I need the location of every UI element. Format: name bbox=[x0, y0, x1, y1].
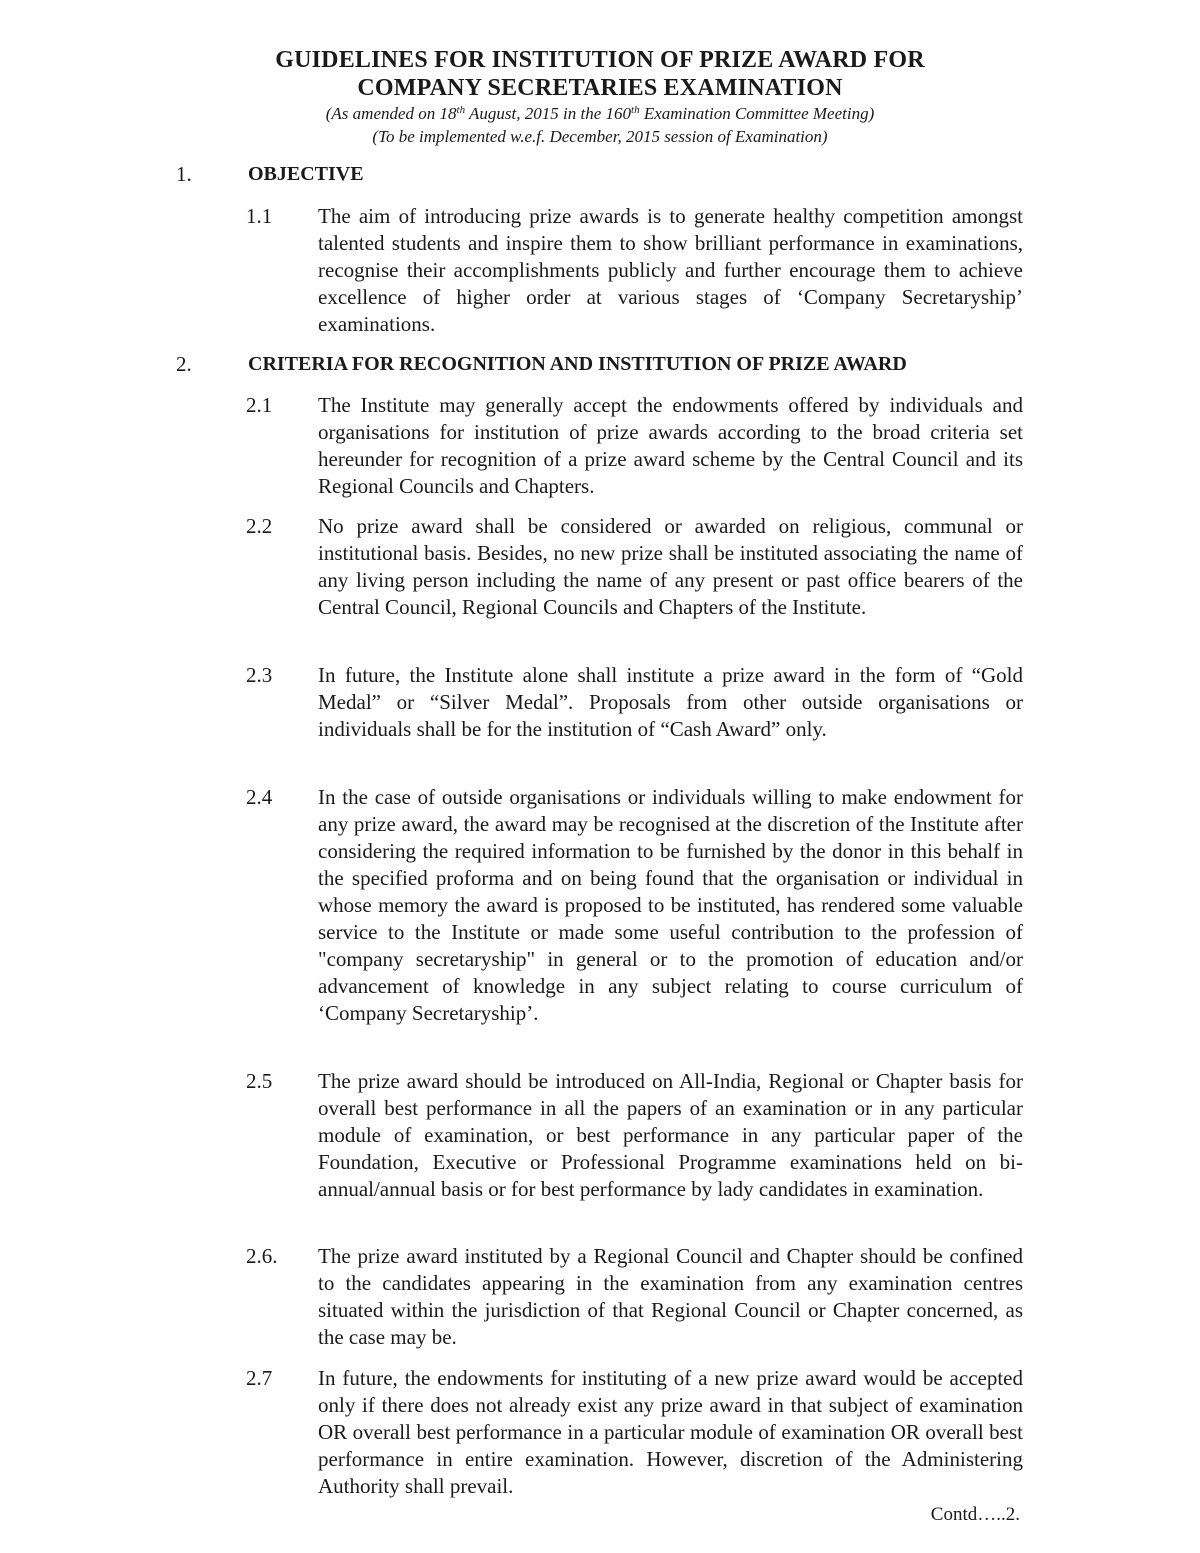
section-heading: OBJECTIVE bbox=[248, 163, 364, 185]
document-title-line-2: COMPANY SECRETARIES EXAMINATION bbox=[357, 75, 843, 101]
paragraph-number: 2.7 bbox=[246, 1366, 273, 1390]
implementation-note: (To be implemented w.e.f. December, 2015 session of Examination) bbox=[372, 127, 828, 146]
paragraph-number: 2.1 bbox=[246, 393, 273, 417]
paragraph-number: 2.2 bbox=[246, 514, 273, 538]
paragraph-text: The prize award should be introduced on All-India, Regional or Chapter basis for overall best performance in all the papers of an examination or in any particular module of examination, or best performance in any particular paper of the Foundation, Executive or Professional Programme examinations held on bi-annual/annual basis or for best performance by lady candidates in examination. bbox=[318, 1069, 1023, 1201]
paragraph-text: In future, the Institute alone shall institute a prize award in the form of “Gold Medal” or “Silver Medal”. Proposals from other outside organisations or individuals shall be for the institution of “Cash Award” only. bbox=[318, 663, 1023, 741]
paragraph-text: The Institute may generally accept the endowments offered by individuals and organisations for institution of prize awards according to the broad criteria set hereunder for recognition of a prize award scheme by the Central Council and its Regional Councils and Chapters. bbox=[318, 393, 1023, 498]
paragraph-number: 2.4 bbox=[246, 785, 273, 809]
paragraph-text: The prize award instituted by a Regional Council and Chapter should be confined to the candidates appearing in the examination from any examination centres situated within the jurisdiction of that Regional Council or Chapter concerned, as the case may be. bbox=[318, 1244, 1023, 1349]
section-number: 2. bbox=[176, 352, 192, 376]
amendment-note: (As amended on 18th August, 2015 in the 160th Examination Committee Meeting) bbox=[325, 104, 875, 123]
paragraph-number: 2.3 bbox=[246, 663, 273, 687]
paragraph-number: 2.6. bbox=[246, 1244, 278, 1268]
paragraph-text: In the case of outside organisations or individuals willing to make endowment for any prize award, the award may be recognised at the discretion of the Institute after considering the required information to be furnished by the donor in this behalf in the specified proforma and on being found that the organisation or individual in whose memory the award is proposed to be instituted, has rendered some valuable service to the Institute or made some useful contribution to the profession of "company secretaryship" in general or to the promotion of education and/or advancement of knowledge in any subject relating to course curriculum of ‘Company Secretaryship’. bbox=[318, 785, 1023, 1025]
section-number: 1. bbox=[176, 162, 192, 186]
paragraph-number: 2.5 bbox=[246, 1069, 273, 1093]
paragraph-number: 1.1 bbox=[246, 204, 273, 228]
continuation-note: Contd…..2. bbox=[930, 1504, 1020, 1525]
section-heading: CRITERIA FOR RECOGNITION AND INSTITUTION OF PRIZE AWARD bbox=[248, 353, 907, 375]
document-title-line-1: GUIDELINES FOR INSTITUTION OF PRIZE AWARD FOR bbox=[275, 47, 925, 73]
paragraph-text: No prize award shall be considered or awarded on religious, communal or institutional basis. Besides, no new prize shall be instituted associating the name of any living person including the name of any present or past office bearers of the Central Council, Regional Councils and Chapters of the Institute. bbox=[318, 514, 1023, 619]
paragraph-text: In future, the endowments for instituting of a new prize award would be accepted only if there does not already exist any prize award in that subject of examination OR overall best performance in a particular module of examination OR overall best performance in entire examination. However, discretion of the Administering Authority shall prevail. bbox=[318, 1366, 1023, 1498]
paragraph-text: The aim of introducing prize awards is to generate healthy competition amongst talented students and inspire them to show brilliant performance in examinations, recognise their accomplishments publicly and further encourage them to achieve excellence of higher order at various stages of ‘Company Secretaryship’ examinations. bbox=[318, 204, 1023, 336]
